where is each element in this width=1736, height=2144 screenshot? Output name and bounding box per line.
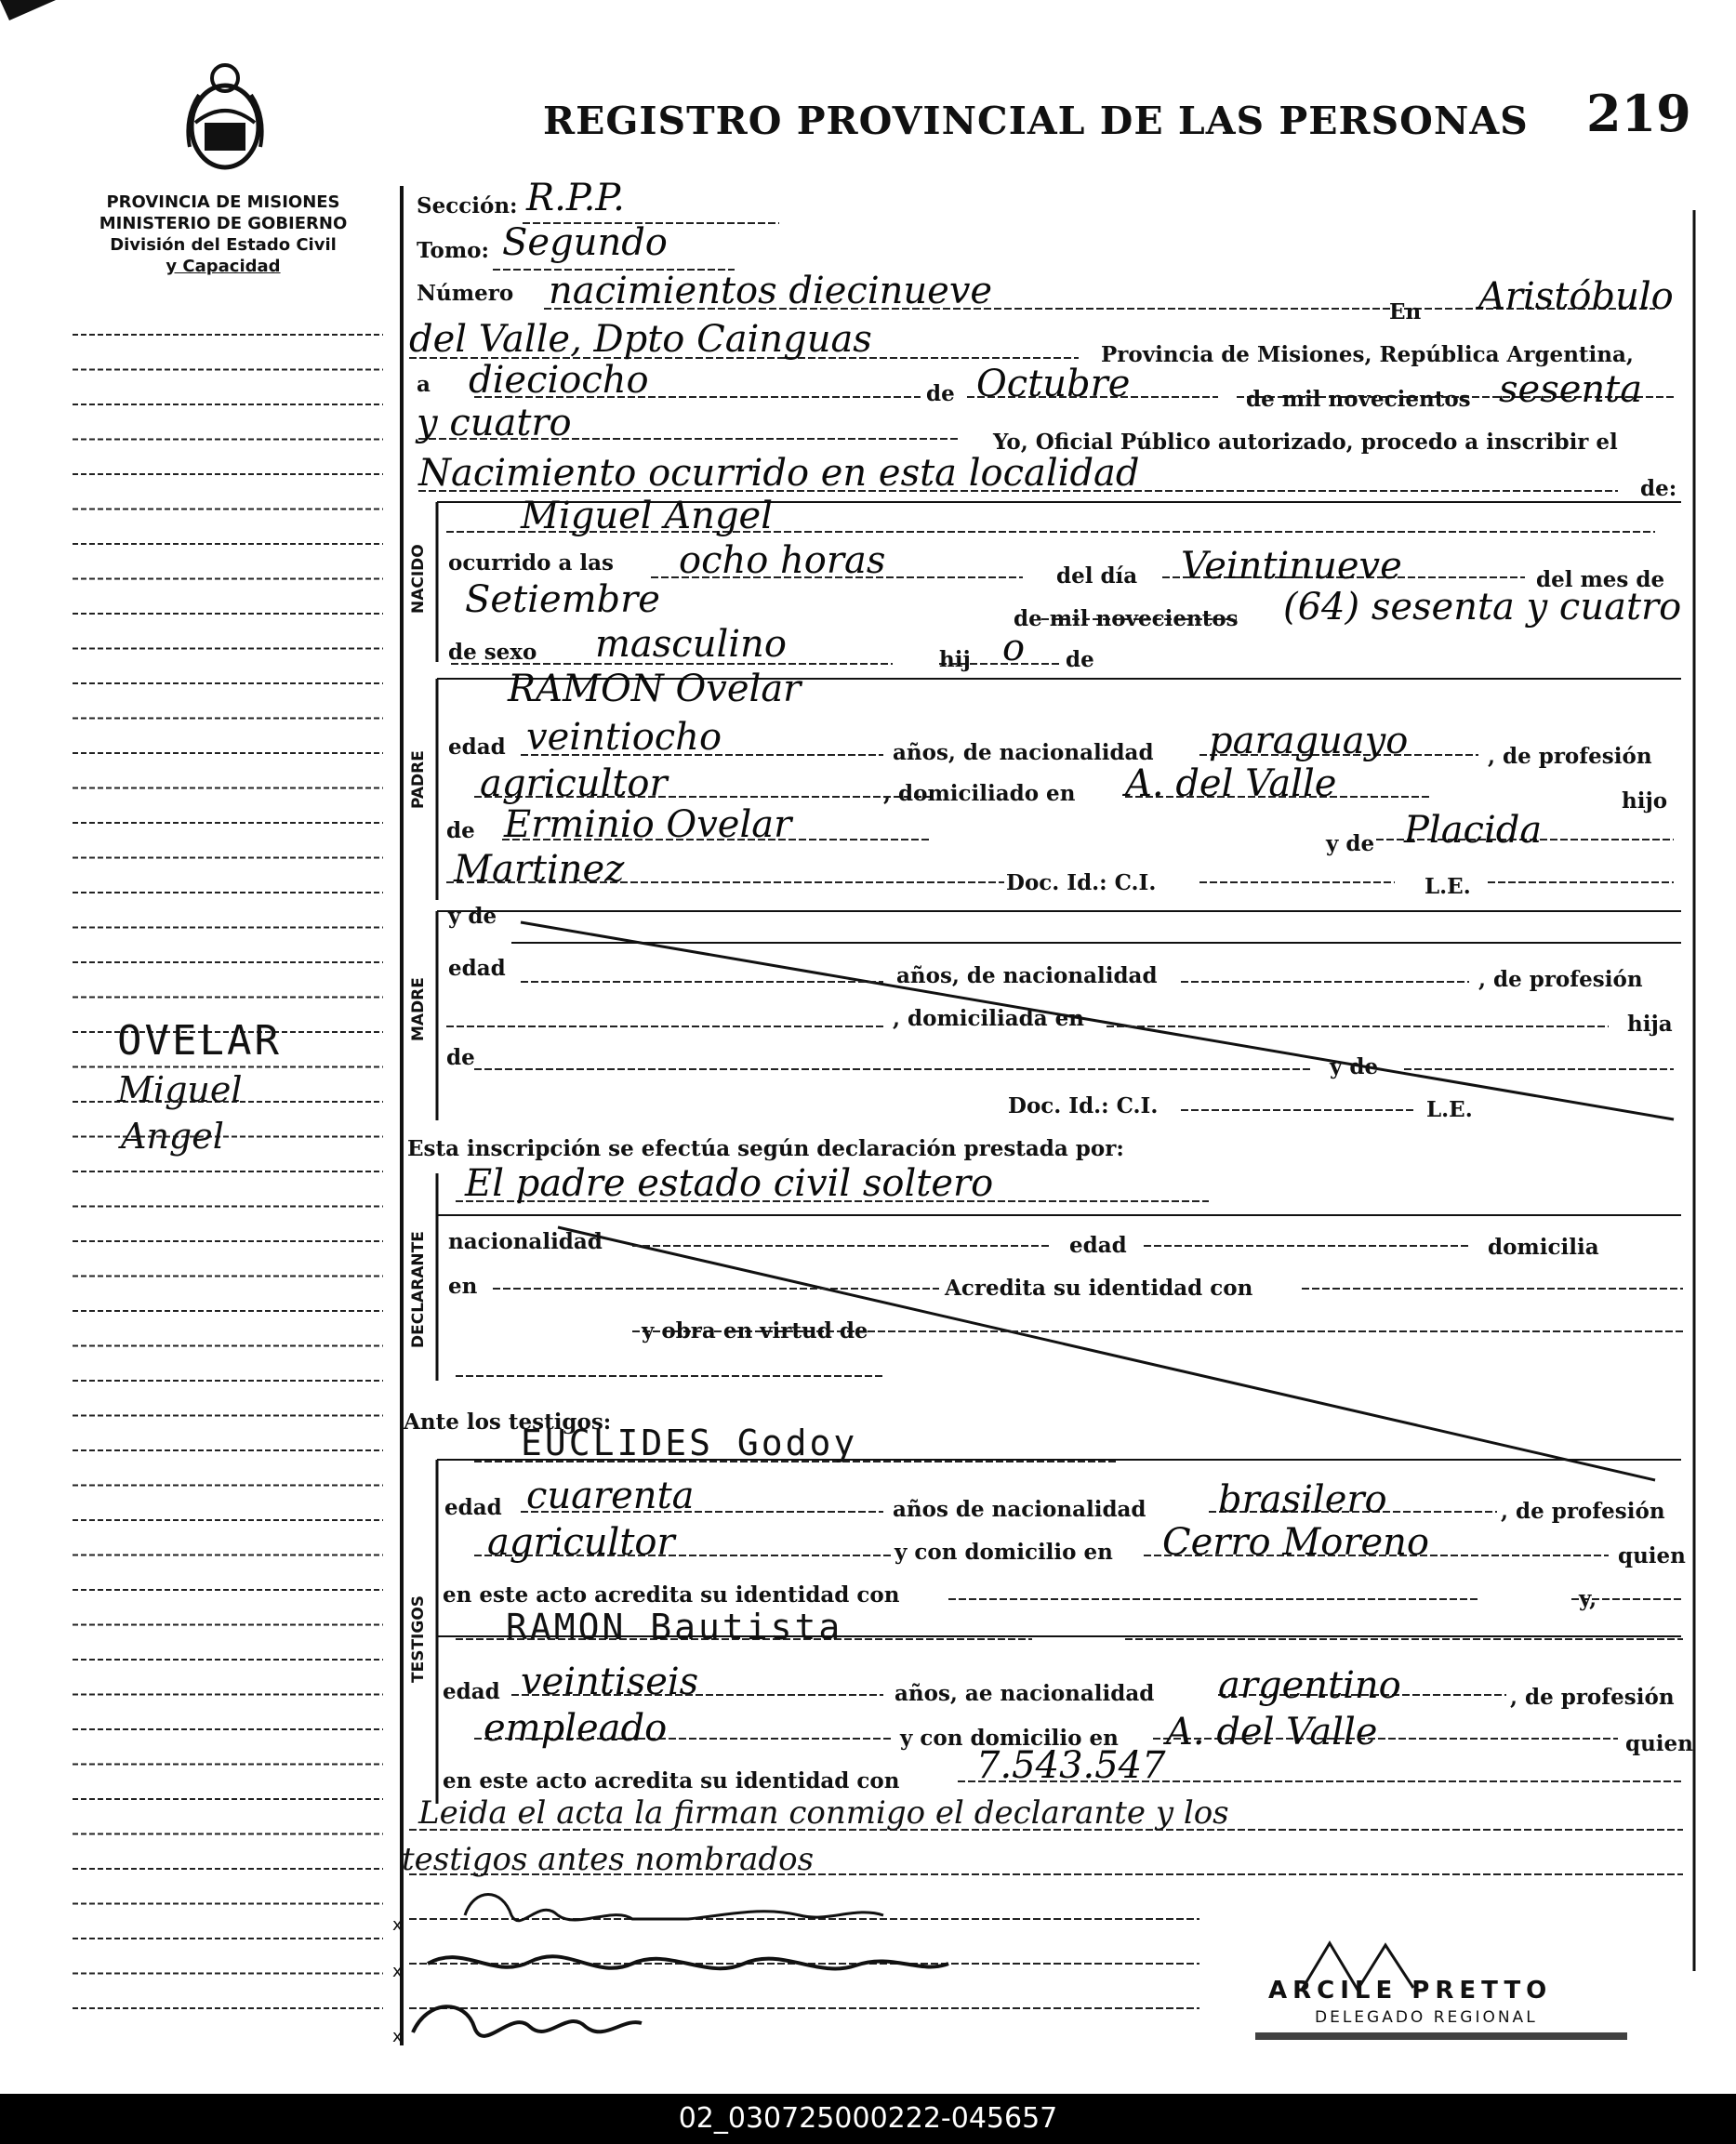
label-domiciliado: , domiciliado en — [883, 781, 1076, 806]
label-doc-id: Doc. Id.: C.I. — [1006, 870, 1157, 895]
label-del-mes: del mes de — [1536, 567, 1665, 592]
office-line: División del Estado Civil — [110, 235, 337, 255]
hw-en: Aristóbulo — [1478, 275, 1674, 318]
hw-anio-b: y cuatro — [417, 402, 572, 444]
hw-padre-nombre: RAMON Ovelar — [508, 668, 802, 710]
label-edad: edad — [448, 735, 506, 760]
label-testigo1-anos: años de nacionalidad — [893, 1497, 1146, 1522]
label-del-dia: del día — [1056, 563, 1138, 589]
svg-text:x: x — [392, 1915, 403, 1935]
hw-numero: nacimientos diecinueve — [549, 270, 993, 312]
page-title: REGISTRO PROVINCIAL DE LAS PERSONAS — [543, 99, 1529, 143]
label-madre-y-de2: y de — [1330, 1054, 1379, 1079]
label-y-de: y de — [1326, 831, 1375, 856]
label-testigo1-dom: y con domicilio en — [895, 1540, 1113, 1565]
label-testigo2-edad: edad — [443, 1679, 500, 1704]
hw-abuela-b: Martinez — [454, 848, 625, 891]
label-de-profesion: , de profesión — [1488, 744, 1652, 769]
label-madre-prof: , de profesión — [1478, 967, 1643, 992]
signature-testigo2 — [413, 2006, 642, 2036]
label-madre-anos: años, de nacionalidad — [896, 963, 1158, 988]
label-de-sexo: de sexo — [448, 640, 537, 665]
hw-testigo2: RAMON Bautista — [506, 1607, 843, 1648]
label-declarante-en: en — [448, 1274, 478, 1299]
label-en: En — [1389, 299, 1422, 324]
label-tomo: Tomo: — [417, 238, 489, 263]
label-ante-testigos: Ante los testigos: — [404, 1409, 612, 1435]
office-line: PROVINCIA DE MISIONES — [106, 192, 340, 212]
hw-testigo1-prof: agricultor — [487, 1521, 675, 1564]
label-le: L.E. — [1425, 874, 1471, 899]
label-ocurrido: ocurrido a las — [448, 550, 614, 576]
label-y-obra: y obra en virtud de — [642, 1318, 868, 1343]
label-hij: hij — [939, 647, 971, 672]
hw-padre-nac: paraguayo — [1209, 720, 1409, 762]
hw-dia: dieciocho — [469, 359, 649, 402]
label-nacionalidad: nacionalidad — [448, 1229, 603, 1254]
label-de-mil-nov: de mil novecientos — [1014, 606, 1239, 631]
margin-surname: OVELAR — [117, 1017, 282, 1065]
label-de-mil: de mil novecientos — [1246, 387, 1471, 412]
section-label-padre: PADRE — [409, 750, 428, 809]
label-testigo1-y: y, — [1579, 1586, 1597, 1611]
label-yo-oficial: Yo, Oficial Público autorizado, procedo a inscribir el — [993, 430, 1618, 455]
stamp-smudge — [1255, 2032, 1627, 2040]
label-testigo1-edad: edad — [444, 1495, 502, 1520]
signatures — [391, 1878, 1190, 2073]
hw-hij: o — [1002, 627, 1026, 669]
hw-declarante: El padre estado civil soltero — [465, 1162, 994, 1205]
hw-testigo2-doc: 7.543.547 — [976, 1744, 1166, 1787]
document-id-bar: 02_030725000222-045657 — [0, 2094, 1736, 2144]
label-de2: de — [1066, 647, 1094, 672]
section-label-declarante: DECLARANTE — [409, 1231, 428, 1348]
label-madre-domiciliada: , domiciliada en — [893, 1006, 1084, 1031]
hw-hora: ocho horas — [679, 539, 886, 582]
label-testigo2-dom: y con domicilio en — [900, 1726, 1119, 1751]
stamp-role: DELEGADO REGIONAL — [1315, 2008, 1538, 2027]
hw-testigo1-nac: brasilero — [1218, 1478, 1387, 1521]
label-de-colon: de: — [1640, 476, 1677, 501]
hw-lugar: del Valle, Dpto Cainguas — [409, 318, 872, 361]
label-testigo1-quien: quien — [1618, 1543, 1686, 1568]
svg-text:x: x — [392, 2027, 403, 2046]
label-acredita: Acredita su identidad con — [945, 1276, 1253, 1301]
label-de: de — [926, 381, 955, 406]
margin-given-a: Miguel — [117, 1069, 243, 1110]
label-madre-y-de: y de — [448, 904, 497, 929]
hw-dia-nac: Veintinueve — [1181, 545, 1402, 588]
hw-tomo: Segundo — [502, 221, 668, 264]
label-madre-hija: hija — [1627, 1012, 1673, 1037]
label-madre-doc: Doc. Id.: C.I. — [1008, 1093, 1159, 1118]
section-label-madre: MADRE — [409, 977, 428, 1041]
label-numero: Número — [417, 281, 514, 306]
label-anos-nac: años, de nacionalidad — [893, 740, 1154, 765]
hw-inscribir: Nacimiento ocurrido en esta localidad — [418, 452, 1140, 495]
section-label-testigos: TESTIGOS — [409, 1595, 428, 1683]
label-de-p: de — [446, 818, 475, 843]
hw-abuela-a: Placida — [1404, 809, 1543, 852]
label-testigo1-acredita: en este acto acredita su identidad con — [443, 1582, 900, 1608]
label-declarante-edad: edad — [1069, 1233, 1127, 1258]
hw-mes: Octubre — [976, 363, 1131, 405]
stamp-name: ARCILE PRETTO — [1268, 1977, 1553, 2005]
hw-nombre: Miguel Angel — [521, 495, 774, 537]
hw-cierre-b: testigos antes nombrados — [402, 1841, 815, 1878]
hw-padre-edad: veintiocho — [526, 716, 722, 759]
label-testigo1-prof: , de profesión — [1501, 1499, 1665, 1524]
hw-testigo2-dom: A. del Valle — [1166, 1711, 1378, 1754]
label-madre-le: L.E. — [1426, 1097, 1473, 1122]
hw-abuelo: Erminio Ovelar — [504, 803, 792, 846]
hw-testigo2-nac: argentino — [1218, 1664, 1401, 1707]
hw-seccion: R.P.P. — [526, 177, 625, 219]
label-testigo2-acredita: en este acto acredita su identidad con — [443, 1768, 900, 1793]
signature-testigo1 — [428, 1956, 948, 1968]
section-label-nacido: NACIDO — [409, 544, 428, 614]
label-madre-de: de — [446, 1045, 475, 1070]
label-domicilia: domicilia — [1488, 1235, 1599, 1260]
label-provincia: Provincia de Misiones, República Argentina, — [1101, 342, 1634, 367]
hw-mes-nac: Setiembre — [465, 578, 660, 621]
hw-testigo2-edad: veintiseis — [521, 1661, 699, 1703]
office-line: MINISTERIO DE GOBIERNO — [99, 214, 348, 233]
label-testigo2-quien: quien — [1625, 1731, 1693, 1756]
svg-text:x: x — [392, 1962, 403, 1981]
hw-anio-nac: (64) sesenta y cuatro — [1283, 586, 1682, 629]
label-esta-inscripcion: Esta inscripción se efectúa según declaración prestada por: — [407, 1136, 1124, 1161]
hw-padre-prof: agricultor — [480, 762, 668, 805]
hw-testigo2-prof: empleado — [484, 1707, 668, 1750]
label-madre-edad: edad — [448, 956, 506, 981]
hw-testigo1-edad: cuarenta — [526, 1475, 695, 1517]
label-hijo: hijo — [1622, 788, 1668, 814]
label-testigo2-prof: , de profesión — [1510, 1685, 1675, 1710]
hw-testigo1-dom: Cerro Moreno — [1162, 1521, 1429, 1564]
hw-anio-a: sesenta — [1499, 368, 1643, 411]
label-testigo2-anos: años, ae nacionalidad — [895, 1681, 1155, 1706]
hw-sexo: masculino — [595, 623, 787, 666]
margin-given-b: Angel — [121, 1116, 224, 1157]
label-a: a — [417, 372, 431, 397]
page-number: 219 — [1586, 84, 1691, 143]
hw-testigo1: EUCLIDES Godoy — [521, 1423, 858, 1463]
hw-cierre-a: Leida el acta la firman conmigo el declarante y los — [418, 1794, 1229, 1832]
label-seccion: Sección: — [417, 193, 518, 218]
signature-declarante — [465, 1895, 883, 1921]
office-line: y Capacidad — [166, 257, 281, 276]
hw-padre-dom: A. del Valle — [1125, 762, 1337, 805]
